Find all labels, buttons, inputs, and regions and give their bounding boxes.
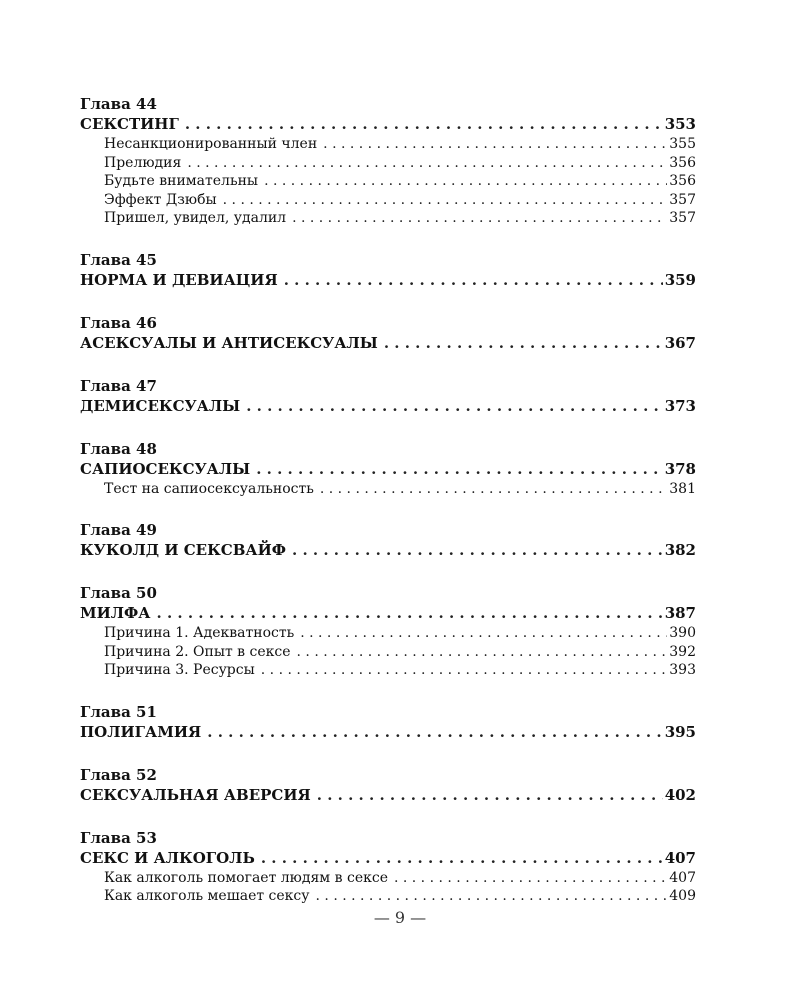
subsection-title: Эффект Дзюбы [104, 191, 217, 208]
dot-leader [292, 209, 667, 228]
chapter-title-line[interactable] [80, 333, 696, 354]
subsection-title: Тест на сапиосексуальность [104, 480, 314, 497]
chapter-number: Глава 44 [80, 95, 157, 113]
chapter-title: МИЛФА [80, 604, 151, 622]
subsection-line[interactable] [80, 209, 696, 228]
chapter-title: СЕКСУАЛЬНАЯ АВЕРСИЯ [80, 785, 311, 804]
chapter-page: 373 [664, 396, 696, 415]
chapter-title: СЕКСТИНГ [80, 115, 179, 133]
subsection-page: 356 [669, 154, 696, 171]
subsection-line[interactable] [80, 643, 696, 662]
toc-chapter [80, 766, 696, 806]
subsection-page: 356 [669, 173, 696, 189]
dot-leader [261, 848, 663, 869]
dot-leader [394, 869, 667, 888]
chapter-title: КУКОЛД И СЕКСВАЙФ [80, 541, 287, 559]
chapter-page: 402 [664, 785, 696, 804]
subsection-title: Причина 3. Ресурсы [104, 662, 255, 678]
chapter-title-line[interactable] [80, 785, 696, 806]
subsection-page: 393 [669, 662, 696, 678]
subsection-page: 409 [669, 888, 696, 904]
dot-leader [297, 643, 668, 662]
chapter-number: Глава 45 [80, 250, 157, 269]
chapter-title: СЕКС И АЛКОГОЛЬ [80, 848, 255, 867]
chapter-title-line[interactable] [80, 848, 696, 869]
chapter-title: НОРМА И ДЕВИАЦИЯ [80, 270, 278, 289]
subsection-title: Прелюдия [104, 154, 182, 171]
subsection-line[interactable] [80, 191, 696, 210]
chapter-title-line[interactable] [80, 114, 696, 135]
dot-leader [384, 333, 663, 354]
dot-leader [207, 722, 662, 743]
chapter-number: Глава 47 [80, 376, 157, 395]
chapter-number: Глава 53 [80, 828, 157, 847]
chapter-page: 395 [664, 722, 696, 741]
toc-chapter [80, 251, 696, 291]
toc-chapter [80, 95, 696, 228]
subsection-line[interactable] [80, 135, 696, 154]
toc-chapter [80, 314, 696, 354]
dot-leader [284, 270, 663, 291]
chapter-title-line[interactable] [80, 459, 696, 480]
dot-leader [316, 887, 668, 906]
toc-chapter [80, 377, 696, 417]
subsection-title: Как алкоголь мешает сексу [104, 888, 310, 904]
subsection-title: Как алкоголь помогает людям в сексе [104, 869, 388, 886]
dot-leader [223, 191, 668, 210]
dot-leader [300, 624, 667, 643]
subsection-page: 381 [669, 480, 696, 497]
subsection-page: 392 [669, 643, 696, 660]
chapter-title-line[interactable] [80, 540, 696, 561]
chapter-page: 382 [664, 541, 696, 559]
chapter-title: ДЕМИСЕКСУАЛЫ [80, 396, 241, 415]
subsection-title: Будьте внимательны [104, 173, 259, 189]
toc-chapter [80, 440, 696, 499]
subsection-title: Пришел, увидел, удалил [104, 210, 287, 226]
chapter-number: Глава 46 [80, 313, 157, 332]
chapter-page: 407 [664, 848, 696, 867]
chapter-number: Глава 51 [80, 702, 157, 721]
table-of-contents [80, 95, 696, 929]
dot-leader [323, 135, 667, 154]
chapter-title: АСЕКСУАЛЫ И АНТИСЕКСУАЛЫ [80, 333, 378, 352]
chapter-title-line[interactable] [80, 270, 696, 291]
dot-leader [185, 114, 663, 135]
chapter-title: САПИОСЕКСУАЛЫ [80, 459, 251, 478]
chapter-title: ПОЛИГАМИЯ [80, 722, 202, 741]
chapter-title-line[interactable] [80, 722, 696, 743]
toc-chapter [80, 521, 696, 561]
page-number: — 9 — [373, 908, 427, 927]
dot-leader [246, 396, 663, 417]
dot-leader [157, 603, 663, 624]
chapter-title-line[interactable] [80, 603, 696, 624]
subsection-page: 357 [669, 210, 696, 226]
subsection-line[interactable] [80, 480, 696, 499]
subsection-title: Причина 2. Опыт в сексе [104, 643, 291, 660]
dot-leader [261, 661, 668, 680]
subsection-line[interactable] [80, 869, 696, 888]
subsection-page: 407 [669, 869, 696, 886]
chapter-page: 378 [664, 459, 696, 478]
chapter-page: 367 [664, 333, 696, 352]
chapter-number: Глава 49 [80, 521, 157, 539]
subsection-line[interactable] [80, 172, 696, 191]
dot-leader [320, 480, 667, 499]
dot-leader [292, 540, 663, 561]
toc-chapter [80, 703, 696, 743]
chapter-page: 387 [664, 604, 696, 622]
dot-leader [187, 154, 667, 173]
chapter-page: 359 [664, 270, 696, 289]
chapter-number: Глава 52 [80, 765, 157, 784]
dot-leader [264, 172, 667, 191]
subsection-line[interactable] [80, 661, 696, 680]
subsection-page: 390 [669, 625, 696, 641]
subsection-title: Несанкционированный член [104, 136, 318, 152]
subsection-title: Причина 1. Адекватность [104, 625, 295, 641]
dot-leader [317, 785, 663, 806]
chapter-number: Глава 50 [80, 584, 157, 602]
toc-chapter [80, 584, 696, 680]
toc-chapter [80, 829, 696, 906]
chapter-number: Глава 48 [80, 439, 157, 458]
chapter-page: 353 [664, 115, 696, 133]
subsection-line[interactable] [80, 154, 696, 173]
chapter-title-line[interactable] [80, 396, 696, 417]
subsection-line[interactable] [80, 887, 696, 906]
subsection-page: 357 [669, 191, 696, 208]
dot-leader [256, 459, 662, 480]
subsection-line[interactable] [80, 624, 696, 643]
subsection-page: 355 [669, 136, 696, 152]
